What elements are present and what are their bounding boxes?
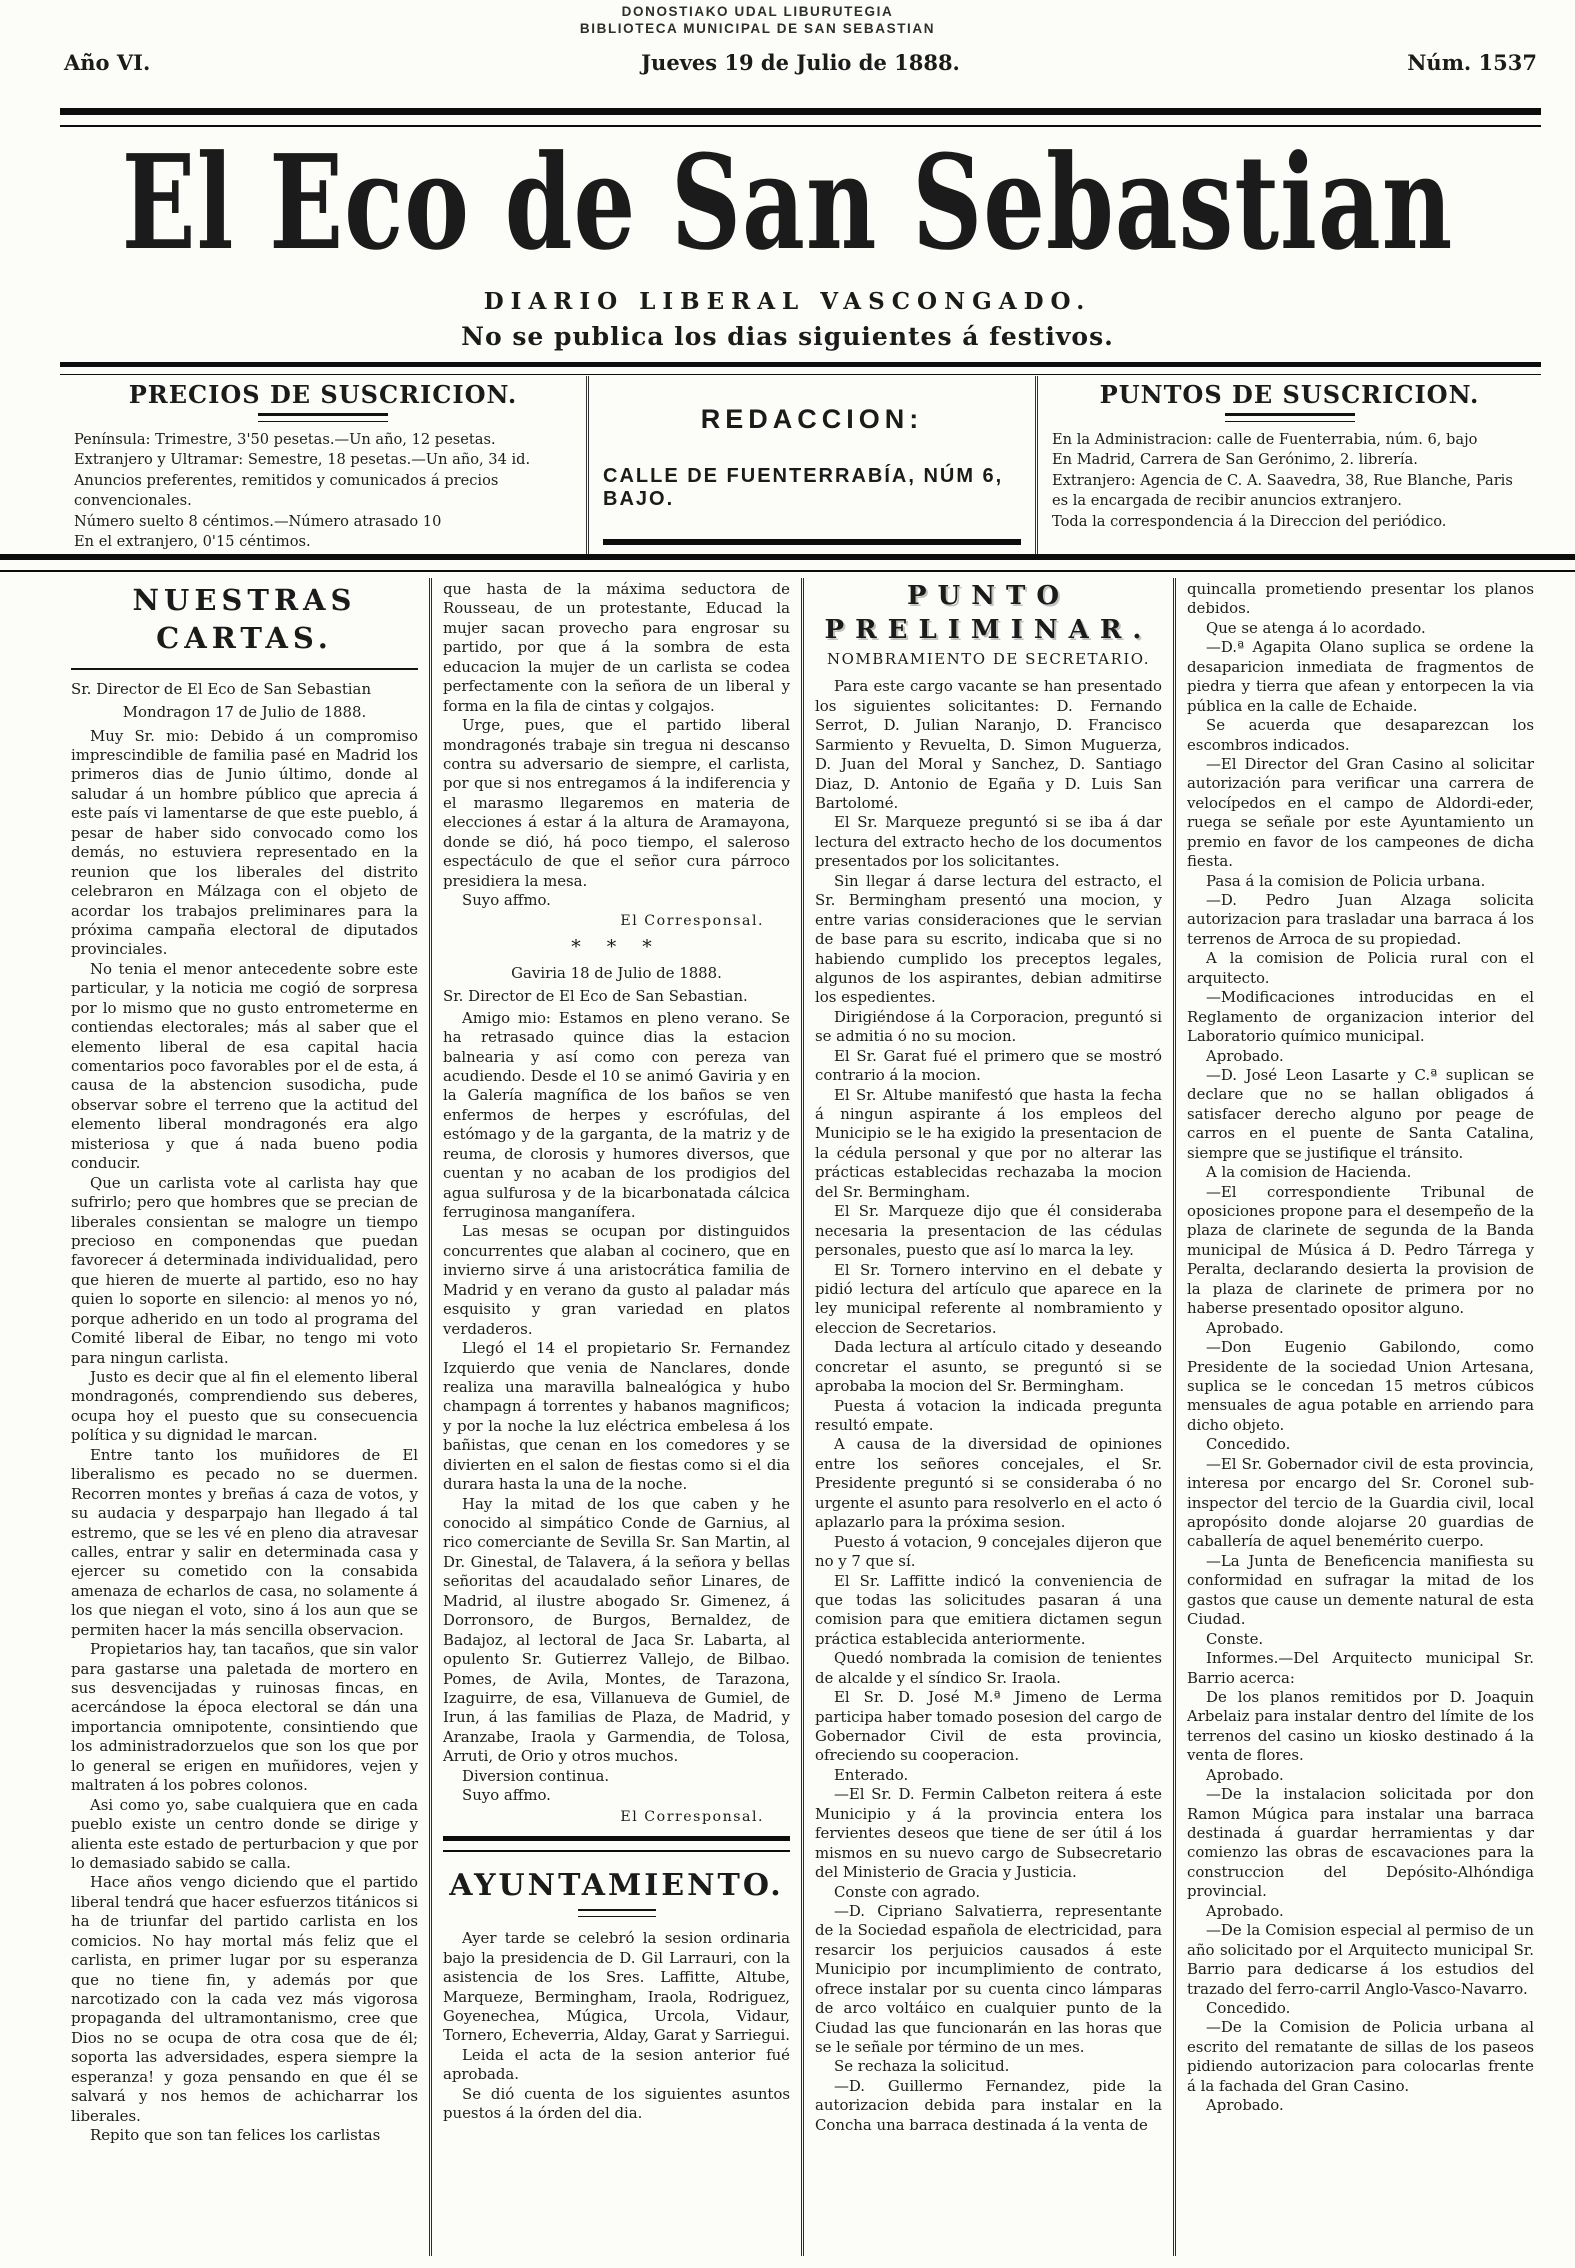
issue-number: Núm. 1537 bbox=[1407, 50, 1537, 75]
paragraph: De los planos remitidos por D. Joaquin Arbelaiz para instalar dentro del límite de los terrenos del casino un kiosko destinado á la venta de flores. bbox=[1187, 1687, 1534, 1765]
paragraph: —D. Guillermo Fernandez, pide la autorizacion debida para instalar en la Concha una barraca destinada á la venta de bbox=[815, 2076, 1162, 2134]
paragraph: Las mesas se ocupan por distinguidos concurrentes que alaban al cocinero, que en invierno sirve á una aristocrática familia de Madrid y en verano da gusto al paladar más esquisito y gran variedad en platos verdaderos. bbox=[443, 1222, 790, 1338]
column-2 bbox=[429, 578, 801, 2256]
subscription-points-box bbox=[1038, 376, 1541, 554]
paragraph: —Modificaciones introducidas en el Reglamento de organizacion interior del Laboratorio químico municipal. bbox=[1187, 988, 1534, 1046]
paragraph: Hace años vengo diciendo que el partido liberal tendrá que hacer esfuerzos titánicos si ha de triunfar del partido carlista en los comicios. No hay mortal más feliz que el carlista, en primer lugar por su esperanza que no tiene fin, y además por que narcotizado con la cada vez más vigorosa propaganda del ultramontanismo, cree que Dios no se ocupa de otra cosa que de él; soporta las adversidades, espera siempre la esperanza! y goza pensando en que él se salvará y nos hemos de achicharrar los liberales. bbox=[71, 1873, 418, 2125]
paragraph: Enterado. bbox=[834, 1765, 909, 1784]
prices-line: Península: Trimestre, 3'50 pesetas.—Un año, 12 pesetas. bbox=[74, 431, 496, 448]
subscription-band bbox=[60, 376, 1541, 554]
section-subheading: NOMBRAMIENTO DE SECRETARIO. bbox=[827, 649, 1150, 668]
band-bottom-rule bbox=[0, 554, 1575, 572]
paragraph: Conste. bbox=[1206, 1629, 1264, 1648]
signature: El Corresponsal. bbox=[620, 1808, 764, 1825]
paragraph: Muy Sr. mio: Debido á un compromiso imprescindible de familia pasé en Madrid los primeros dias de Junio último, donde al saludar á un hombre público que aprecia á este país vi lamentarse de que este pueblo, á pesar de haber sido convocado como los demás, no estuviera representado en la reunion que los liberales del distrito celebraron en Málzaga con el objeto de acordar los trabajos preliminares para la próxima campaña electoral de diputados provinciales. bbox=[71, 726, 418, 959]
paragraph: Justo es decir que al fin el elemento liberal mondragonés, comprendiendo sus deberes, ocupa hoy el puesto que su consecuencia política y su dignidad le marcan. bbox=[71, 1368, 418, 1445]
paragraph: —D. Pedro Juan Alzaga solicita autorizacion para trasladar una barraca á los terrenos de Arroca de su propiedad. bbox=[1187, 891, 1534, 948]
paragraph: El Sr. D. José M.ª Jimeno de Lerma participa haber tomado posesion del cargo de Gobernador Civil de esta provincia, ofreciendo su cooperacion. bbox=[815, 1688, 1162, 1765]
subscription-points-title-rule bbox=[1225, 413, 1355, 422]
paragraph: Propietarios hay, tan tacaños, que sin valor para gastarse una paletada de mortero en sus desvencijadas y ruinosas fincas, en acercándose la época electoral se dán una importancia omnipotente, consintiendo que los administradorzuelos que son los que por lo general se erigen en muñidores, vejen y maltraten á los pobres colonos. bbox=[71, 1640, 418, 1795]
paragraph: —D. José Leon Lasarte y C.ª suplican se declare que no se hallan obligados á satisfacer derecho alguno por peage de carros en el puente de Santa Catalina, siempre que se justifique el tránsito. bbox=[1187, 1065, 1534, 1162]
column-3 bbox=[801, 578, 1173, 2256]
section-heading: AYUNTAMIENTO. bbox=[449, 1868, 784, 1904]
paragraph: Concedido. bbox=[1206, 1435, 1291, 1454]
paragraph: Hay la mitad de los que caben y he conocido al simpático Conde de Garnius, al rico comerciante de Sevilla Sr. San Martin, al Dr. Ginestal, de Talavera, á la señora y bellas señoritas del acaudalado señor Linares, de Madrid, al ilustre abogado Sr. Gimenez, á Dorronsoro, de Burgos, Bernaldez, de Badajoz, al lectoral de Jaca Sr. Labarta, al opulento Sr. Gutierrez Vallejo, de Bilbao. Pomes, de Avila, Montes, de Tarazona, Izaguirre, de esa, Villanueva de Gumiel, de Irun, á las familias de Plaza, de Madrid, y Aranzabe, Iraola y Garmendia, de Tolosa, Arruti, de Orio y otros muchos. bbox=[443, 1494, 790, 1766]
paragraph: Aprobado. bbox=[1206, 1901, 1284, 1920]
column-4 bbox=[1173, 578, 1545, 2256]
paragraph: Se rechaza la solicitud. bbox=[834, 2057, 1010, 2076]
paragraph: Que se atenga á lo acordado. bbox=[1206, 618, 1426, 637]
redaccion-address: CALLE DE FUENTERRABÍA, NÚM 6, BAJO. bbox=[603, 465, 1004, 510]
prices-title: PRECIOS DE SUSCRICION. bbox=[128, 380, 518, 409]
paragraph: Entre tanto los muñidores de El liberalismo es pecado no se duermen. Recorren montes y breñas á caza de votos, y su audacia y desparpajo han llegado á tal estremo, que se les vé en pleno dia atravesar calles, entrar y salir en determinada casa y ejercer su cometido con la consabida amenaza de echarlos de casa, no solamente á los que niegan el voto, sino á los aun que se permiten hacer la más sencilla observacion. bbox=[71, 1445, 418, 1639]
top-rule bbox=[60, 108, 1541, 127]
paragraph: —Don Eugenio Gabilondo, como Presidente de la sociedad Union Artesana, suplica se le concedan 15 metros cúbicos mensuales de agua potable en arriendo para dicho objeto. bbox=[1187, 1338, 1534, 1434]
date-bar bbox=[64, 50, 1537, 75]
column-1 bbox=[60, 578, 429, 2256]
paragraph: A causa de la diversidad de opiniones entre los señores concejales, el Sr. Presidente preguntó si se consideraba ó no urgente el asunto para resolverlo en el acto ó aplazarlo para la próxima sesion. bbox=[815, 1435, 1162, 1532]
paragraph: —De la instalacion solicitada por don Ramon Múgica para instalar una barraca destinada á guardar herramientas y dar comienzo las obras de escavaciones para la construccion del Depósito-Alhóndiga provincial. bbox=[1187, 1785, 1534, 1901]
salutation-line: Sr. Director de El Eco de San Sebastian bbox=[71, 679, 372, 698]
volume-label: Año VI. bbox=[64, 50, 151, 75]
redaccion-bottom-rule bbox=[603, 539, 1021, 545]
paragraph: Puesto á votacion, 9 concejales dijeron que no y 7 que sí. bbox=[815, 1532, 1162, 1571]
subscription-points-line: En la Administracion: calle de Fuenterrabia, núm. 6, bajo bbox=[1052, 431, 1478, 448]
paragraph: Conste con agrado. bbox=[834, 1882, 981, 1901]
prices-line: Extranjero y Ultramar: Semestre, 18 pesetas.—Un año, 34 id. bbox=[74, 451, 531, 469]
prices-box bbox=[60, 376, 586, 554]
paragraph: Asi como yo, sabe cualquiera que en cada pueblo existe un centro donde se dirige y alienta este estado de perturbacion y que por lo demasiado sabido se calla. bbox=[71, 1795, 418, 1872]
paragraph: Diversion continua. bbox=[462, 1766, 610, 1785]
paragraph: Dirigiéndose á la Corporacion, preguntó si se admitia ó no su mocion. bbox=[815, 1007, 1162, 1046]
paragraph: Llegó el 14 el propietario Sr. Fernandez Izquierdo que venia de Nanclares, donde realiza una maravilla balnealógica y hubo champagn á torrentes y habanos magnificos; y por la noche la luz eléctrica embelesa á los bañistas, que cenan en los comedores y se divierten en el salon de fiestas como si el dia durara hasta la una de la noche. bbox=[443, 1339, 790, 1494]
section-heading: NUESTRAS CARTAS. bbox=[71, 582, 418, 670]
letter-dateline: Mondragon 17 de Julio de 1888. bbox=[122, 703, 367, 722]
library-stamp bbox=[0, 4, 1515, 38]
paragraph: —El correspondiente Tribunal de oposiciones propone para el desempeño de la plaza de clarinete de segunda de la Banda municipal de Música á D. Pedro Tárrega y Peralta, declarando desierta la provision de la plaza de clarinete de primera por no haberse presentado opositor alguno. bbox=[1187, 1182, 1534, 1318]
paragraph: Aprobado. bbox=[1206, 1765, 1284, 1784]
paragraph: —El Director del Gran Casino al solicitar autorización para verificar una carrera de velocípedos en el campo de Aldordi-eder, ruega se señale por este Ayuntamiento un premio en favor de los campeones de dicha fiesta. bbox=[1187, 754, 1534, 871]
paragraph: El Sr. Marqueze dijo que él consideraba necesaria la presentacion de las cédulas personales, puesto que así lo marca la ley. bbox=[815, 1202, 1162, 1260]
paragraph: Suyo affmo. bbox=[462, 891, 551, 909]
paragraph: El Sr. Laffitte indicó la conveniencia de que todas las solicitudes pasaran á una comision para que emitiera dictamen segun práctica establecida anteriormente. bbox=[815, 1571, 1162, 1648]
subscription-points-line: Extranjero: Agencia de C. A. Saavedra, 38, Rue Blanche, Paris es la encargada de recibir anuncios extranjero. bbox=[1052, 471, 1513, 510]
subscription-points-lines bbox=[1052, 430, 1527, 532]
paragraph: El Sr. Altube manifestó que hasta la fecha á ningun aspirante á los empleos del Municipio se le ha exigido la presentacion de la cédula personal y que por no alterar las prácticas establecidas rechazaba la mocion del Sr. Bermingham. bbox=[815, 1085, 1162, 1201]
prices-line: Anuncios preferentes, remitidos y comunicados á precios convencionales. bbox=[74, 471, 499, 510]
flourish-divider bbox=[578, 1909, 656, 1917]
prices-lines bbox=[74, 430, 572, 553]
paragraph: Informes.—Del Arquitecto municipal Sr. Barrio acerca: bbox=[1187, 1649, 1534, 1687]
paragraph: Urge, pues, que el partido liberal mondragonés trabaje sin tregua ni descanso contra su adversario de siempre, el carlista, por que si nos entregamos á la indiferencia y el marasmo llegaremos en materia de elecciones á estar á la altura de Aramayona, donde se dió, há poco tiempo, el saleroso espectáculo de que el señor cura párroco presidiera la mesa. bbox=[443, 716, 790, 890]
prices-title-rule bbox=[258, 413, 388, 422]
salutation-line: Sr. Director de El Eco de San Sebastian. bbox=[443, 987, 748, 1006]
subscription-points-line: En Madrid, Carrera de San Gerónimo, 2. librería. bbox=[1052, 451, 1418, 469]
paragraph: —El Sr. Gobernador civil de esta provincia, interesa por encargo del Sr. Coronel sub-inspector del tercio de la Guardia civil, local apropósito donde alojarse 20 guardias de caballería de aquel benemérito cuerpo. bbox=[1187, 1454, 1534, 1551]
asterism-divider: * * * bbox=[571, 935, 662, 958]
publication-notice: No se publica los dias siguientes á festivos. bbox=[461, 322, 1114, 351]
paragraph: Concedido. bbox=[1206, 1998, 1291, 2017]
signature: El Corresponsal. bbox=[620, 913, 764, 930]
newspaper-subtitle: DIARIO LIBERAL VASCONGADO. bbox=[483, 288, 1092, 315]
rule-divider bbox=[443, 1836, 790, 1852]
paragraph: Puesta á votacion la indicada pregunta resultó empate. bbox=[815, 1396, 1162, 1435]
masthead bbox=[0, 126, 1575, 279]
paragraph: El Sr. Tornero intervino en el debate y pidió lectura del artículo que aparece en la ley municipal referente al nombramiento y eleccion de Secretarios. bbox=[815, 1260, 1162, 1337]
subscription-points-line: Toda la correspondencia á la Direccion del periódico. bbox=[1052, 512, 1447, 530]
paragraph: Se dió cuenta de los siguientes asuntos puestos á la órden del dia. bbox=[443, 2084, 790, 2123]
library-stamp-line2: BIBLIOTECA MUNICIPAL DE SAN SEBASTIAN bbox=[579, 20, 936, 36]
paragraph: Amigo mio: Estamos en pleno verano. Se ha retrasado quince dias la estacion balnearia y así como con pereza van acudiendo. Desde el 10 se animó Gaviria y en la Galería magnífica de los baños se ven enfermos de herpes y escrófulas, del estómago y de la garganta, de la matriz y de reuma, de clorosis y humores diversos, que cuentan y no acaban de los prodigios del agua sulfurosa y de la bicarbonatada cálcica ferruginosa manganífera. bbox=[443, 1008, 790, 1221]
paragraph: Que un carlista vote al carlista hay que sufrirlo; pero que hombres que se precian de liberales consientan se malogre un tiempo precioso en componendas que puedan favorecer á determinada individualidad, pero que hieren de muerte al partido, eso no hay quien lo soporte en silencio: al menos yo nó, porque adherido en un todo al programa del Comité liberal de Eibar, no tengo mi voto para ningun carlista. bbox=[71, 1173, 418, 1367]
paragraph: Sin llegar á darse lectura del estracto, el Sr. Bermingham presentó una mocion, y entre varias consideraciones que le servian de base para su escrito, indicaba que si no habiendo cumplido los preceptos legales, algunos de los aspirantes, debian admitirse los espedientes. bbox=[815, 871, 1162, 1007]
paragraph: Se acuerda que desaparezcan los escombros indicados. bbox=[1187, 716, 1534, 754]
paragraph: quincalla prometiendo presentar los planos debidos. bbox=[1187, 580, 1534, 618]
paragraph: El Sr. Marqueze preguntó si se iba á dar lectura del extracto hecho de los documentos presentados por los solicitantes. bbox=[815, 813, 1162, 871]
article-columns bbox=[60, 578, 1545, 2256]
paragraph: —El Sr. D. Fermin Calbeton reitera á este Municipio y á la provincia entera los fervientes deseos que tiene de ser útil á los mismos en su nuevo cargo de Subsecretario del Ministerio de Gracia y Justicia. bbox=[815, 1785, 1162, 1882]
paragraph: —La Junta de Beneficencia manifiesta su conformidad en sufragar la mitad de los gastos que cause un demente natural de esta Ciudad. bbox=[1187, 1551, 1534, 1629]
paragraph: Quedó nombrada la comision de tenientes de alcalde y el síndico Sr. Iraola. bbox=[815, 1649, 1162, 1687]
redaccion-box bbox=[586, 376, 1038, 554]
paragraph: Suyo affmo. bbox=[462, 1786, 551, 1805]
prices-line: Número suelto 8 céntimos.—Número atrasado 10 bbox=[74, 512, 442, 530]
redaccion-title: REDACCION: bbox=[700, 404, 924, 434]
paragraph: Pasa á la comision de Policia urbana. bbox=[1206, 871, 1486, 890]
paragraph: Repito que son tan felices los carlistas bbox=[90, 2126, 381, 2145]
paragraph: Aprobado. bbox=[1206, 1046, 1284, 1065]
masthead-rule bbox=[60, 362, 1541, 375]
letter-dateline: Gaviria 18 de Julio de 1888. bbox=[511, 963, 722, 982]
prices-line: En el extranjero, 0'15 céntimos. bbox=[74, 533, 311, 551]
paragraph: —De la Comision especial al permiso de un año solicitado por el Arquitecto municipal Sr. Barrio para dedicarse á los estudios del trazado del ferro-carril Anglo-Vasco-Navarro. bbox=[1187, 1921, 1534, 1998]
subscription-points-title: PUNTOS DE SUSCRICION. bbox=[1099, 380, 1480, 409]
paragraph: Para este cargo vacante se han presentado los siguientes solicitantes: D. Fernando Serrot, D. Julian Naranjo, D. Francisco Sarmiento y Revuelta, D. Simon Muguerza, D. Juan del Moral y Sanchez, D. Santiago Diaz, D. Antonio de Egaña y D. Luis San Bartolomé. bbox=[815, 677, 1162, 813]
paragraph: Dada lectura al artículo citado y deseando concretar el asunto, se preguntó si se aprobaba la mocion del Sr. Bermingham. bbox=[815, 1338, 1162, 1396]
paragraph: No tenia el menor antecedente sobre este particular, y la noticia me cogió de sorpresa por lo mismo que no gusto entrometerme en contiendas electorales; más al saber que el elemento liberal de esa capital hacia comentarios poco favorables por el de esta, á causa de la abstencion susodicha, pude observar sobre el terreno que la actitud del elemento liberal mondragonés era algo misteriosa y que á nada bueno podia conducir. bbox=[71, 959, 418, 1173]
paragraph: Leida el acta de la sesion anterior fué aprobada. bbox=[443, 2045, 790, 2084]
library-stamp-line1: DONOSTIAKO UDAL LIBURUTEGIA bbox=[621, 4, 894, 19]
paragraph: —De la Comision de Policia urbana al escrito del rematante de sillas de los paseos pidiendo autorizacion para colocarlas frente á la fachada del Gran Casino. bbox=[1187, 2018, 1534, 2095]
paragraph: —D.ª Agapita Olano suplica se ordene la desaparicion inmediata de fragmentos de piedra y tierra que afean y entorpecen la via pública en la calle de Echaide. bbox=[1187, 638, 1534, 715]
paragraph: que hasta de la máxima seductora de Rousseau, de un protestante, Educad la mujer sacan provecho para engrosar su partido, por que á la sombra de esta educacion la mujer de un carlista se codea perfectamente con la señora de un liberal y forma en la fila de cintas y colgajos. bbox=[443, 580, 790, 715]
paragraph: A la comision de Policia rural con el arquitecto. bbox=[1187, 949, 1534, 987]
paragraph: El Sr. Garat fué el primero que se mostró contrario á la mocion. bbox=[815, 1046, 1162, 1085]
paragraph: Aprobado. bbox=[1206, 1318, 1284, 1337]
paragraph: Aprobado. bbox=[1206, 2096, 1284, 2115]
paragraph: —D. Cipriano Salvatierra, representante de la Sociedad española de electricidad, para resarcir los perjuicios causados á este Municipio por incumplimiento de contrato, ofrece instalar por su cuenta cinco lámparas de arco voltáico en cualquier punto de la Ciudad las que funcionarán en las horas que se le señale por término de un mes. bbox=[815, 1901, 1162, 2057]
issue-date: Jueves 19 de Julio de 1888. bbox=[641, 50, 960, 75]
paragraph: Ayer tarde se celebró la sesion ordinaria bajo la presidencia de D. Gil Larrauri, con la asistencia de los Sres. Laffitte, Altube, Marqueze, Bermingham, Iraola, Rodriguez, Goyenechea, Múgica, Urcola, Vidaur, Tornero, Echeverria, Alday, Garat y Sarriegui. bbox=[443, 1929, 790, 2045]
paragraph: A la comision de Hacienda. bbox=[1206, 1163, 1412, 1182]
newspaper-title: El Eco de San Sebastian bbox=[121, 126, 1454, 279]
section-heading: PUNTO PRELIMINAR. bbox=[824, 581, 1153, 645]
